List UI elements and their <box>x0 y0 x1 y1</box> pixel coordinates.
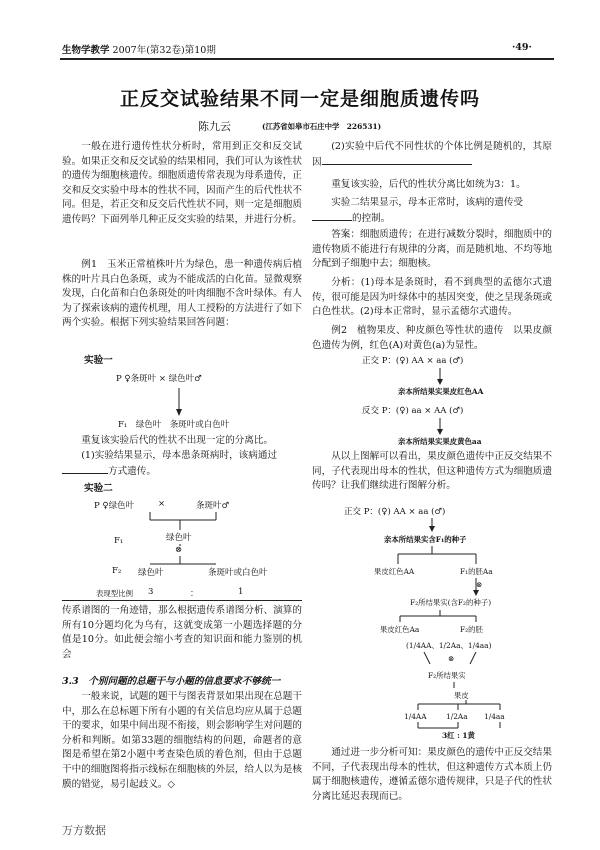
right-paragraph-7: 从以上图解可以看出，果皮颜色遗传中正反交结果不同，子代表现出母本的性状，但这种遗传方式为细胞质遗传吗？让我们继续进行图解分析。 <box>312 451 552 492</box>
reciprocal-cross-fan-result: 亲本所结果实果皮黄色aa <box>398 437 482 446</box>
diagram-2-parents: 正交 P：(♀) AA × aa (♂) <box>344 507 446 517</box>
right-question-3-text: 实验二结果显示，母本正常时，该病的遗传受 <box>331 197 524 208</box>
section-3-3-heading: 3.3 个别问题的总题干与小题的信息要求不够统一 <box>62 676 281 687</box>
diagram-2-peel-1: 果皮红色AA <box>374 567 415 576</box>
diagram-2-ratio-Aa: 1/2Aa <box>446 712 468 721</box>
diagram-2-ratio-a: 1/4aa <box>484 712 505 721</box>
left-paragraph-2: 例1 玉米正常植株叶片为绿色，患一种遗传病后植株的叶片具白色条斑，或为不能成活的白化苗。显微观察发现，白化苗和白色条斑处的叶肉细胞不含叶绿体。有人为了探索该病的遗传机理，用人工授粉的方法进行了如下两个实验。根据下列实验结果回答问题： <box>62 259 302 329</box>
article-author: 陈九云 <box>198 120 231 133</box>
left-paragraph-3: 重复该实验后代的性状不出现一定的分离比。 <box>81 435 274 446</box>
right-question-3-tail: 的控制。 <box>352 212 391 224</box>
left-question-1-tail: 方式遗传。 <box>108 465 156 477</box>
left-question-1-text: (1)实验结果显示，母本患条斑病时，该病通过 <box>81 450 278 461</box>
diagram-2-result: 3红 : 1黄 <box>442 731 475 740</box>
experiment-1-parents: P ♀条斑叶 × 绿色叶♂ <box>116 374 202 384</box>
left-paragraph-1: 一般在进行遗传性状分析时，常用到正交和反交试验。如果正交和反交试验的结果相同，我们可认为该性状的遗传为细胞核遗传。细胞质遗传常表现为母系遗传，正交和反交实验中母本的性状不同，因而产生的后代性状不同。但是，若正交和反交后代性状不同，则一定是细胞质遗传吗？下面列举几种正反交实验的结果，并进行分析。 <box>62 141 302 225</box>
ratio-striped: 1 <box>238 587 244 597</box>
right-conclusion: 通过进一步分析可知：果皮颜色的遗传中正反交结果不同，子代表现出母本的性状，但这种遗传方式本质上仍属于细胞核遗传，遵循孟德尔遗传规律，只是子代的性状分离比延迟表现而已。 <box>312 747 552 802</box>
experiment-2-male: 条斑叶♂ <box>196 501 230 511</box>
diagram-2-self-2: ⊗ <box>448 654 455 663</box>
ratio-separator: ： <box>190 589 199 599</box>
right-example-2: 例2 植物果皮、种皮颜色等性状的遗传 以果皮颜色遗传为例，红色(A)对黄色(a)为显性。 <box>312 325 552 351</box>
article-title: 正反交试验结果不同一定是细胞质遗传吗 <box>120 88 481 110</box>
experiment-1-offspring: F₁ 绿色叶 条斑叶或白色叶 <box>118 420 230 430</box>
experiment-2-cross: × <box>158 499 166 509</box>
experiment-2-f1-label: F₁ <box>114 536 124 546</box>
reciprocal-cross-zheng: 正交 P：(♀) AA × aa (♂) <box>362 356 464 366</box>
experiment-2-f2-green: 绿色叶 <box>138 568 164 578</box>
left-paragraph-5: 传系谱图的一角迹错，那么根据遗传系谱图分析、演算的所有10分题均化为乌有，这就变成第一小题选择题的分值是10分。如此便会缩小考查的知识面和能力鉴别的机会 <box>62 605 302 660</box>
diagram-2-f2-fruit: F₂所结果实 <box>428 671 466 680</box>
self-cross-symbol: ⊗ <box>175 545 183 555</box>
experiment-1-label: 实验一 <box>84 355 113 366</box>
right-question-2-text: (2)实验中后代不同性状的个体比例是随机的，其原因 <box>312 141 552 168</box>
diagram-2-f2-ratio: (1/4AA、1/2Aa、1/4aa) <box>406 641 492 650</box>
right-answer: 答案：细胞质遗传；在进行减数分裂时，细胞质中的遗传物质不能进行有规律的分离，而是随机地、不均等地分配到子细胞中去；细胞核。 <box>312 229 552 270</box>
diagram-2-f2-embryo: F₂的胚 <box>460 625 483 634</box>
diagram-2-seed: 亲本所结果实含F₁的种子 <box>384 535 467 544</box>
experiment-2-f2-label: F₂ <box>112 566 122 576</box>
watermark: 万方数据 <box>62 824 106 837</box>
ratio-label: 表现型比例 <box>96 589 133 598</box>
reciprocal-cross-zheng-result: 亲本所结果实果皮红色AA <box>398 387 484 396</box>
journal-issue: 2007年(第32卷)第10期 <box>112 45 216 56</box>
right-paragraph-2: 重复该实验，后代的性状分离比如统为3：1。 <box>331 179 526 190</box>
diagram-2-f1-embryo: F₁的胚Aa <box>460 567 493 576</box>
experiment-2-f2-striped: 条斑叶或白色叶 <box>208 568 268 578</box>
ratio-green: 3 <box>148 587 154 597</box>
diagram-2-peel-3: 果皮 <box>454 691 469 700</box>
experiment-2-f1: 绿色叶 <box>166 533 192 543</box>
experiment-2-label: 实验二 <box>84 483 113 494</box>
diagram-2-f2-seed: F₂所结果实(含F₂的种子) <box>410 598 492 607</box>
left-paragraph-6: 一般来说，试题的题干与图表背景如果出现在总题干中，那么在总标题下所有小题的有关信息均应从属于总题干的要求，如果中间出现不衔接，则会影响学生对问题的分析和判断。如第33题的细胞结构的问题，命题者的意图是希望在第2小题中考查染色质的着色剂，但由于总题干中的细胞图将指示线标在细胞核的外层，给人以为是核膜的错觉，易引起歧义。◇ <box>62 691 302 790</box>
right-analysis: 分析：(1)母本是条斑时，看不到典型的孟德尔式遗传，很可能是因为叶绿体中的基因突变，使之呈现条斑或白色性状。(2)母本正常时，显示孟德尔式遗传。 <box>312 277 552 318</box>
diagram-2-peel-2: 果皮红色Aa <box>380 625 420 634</box>
article-affiliation: (江苏省如皋市石庄中学 226531) <box>262 122 382 131</box>
experiment-2-female: P ♀绿色叶 <box>94 501 135 511</box>
journal-name: 生物学教学 <box>62 45 110 56</box>
page-number: ·49· <box>512 42 532 53</box>
diagram-2-ratio-aa: 1/4AA <box>404 712 427 721</box>
diagram-2-self-1: ⊗ <box>476 580 483 589</box>
reciprocal-cross-fan: 反交 P：(♀) aa × AA (♂) <box>362 406 464 416</box>
